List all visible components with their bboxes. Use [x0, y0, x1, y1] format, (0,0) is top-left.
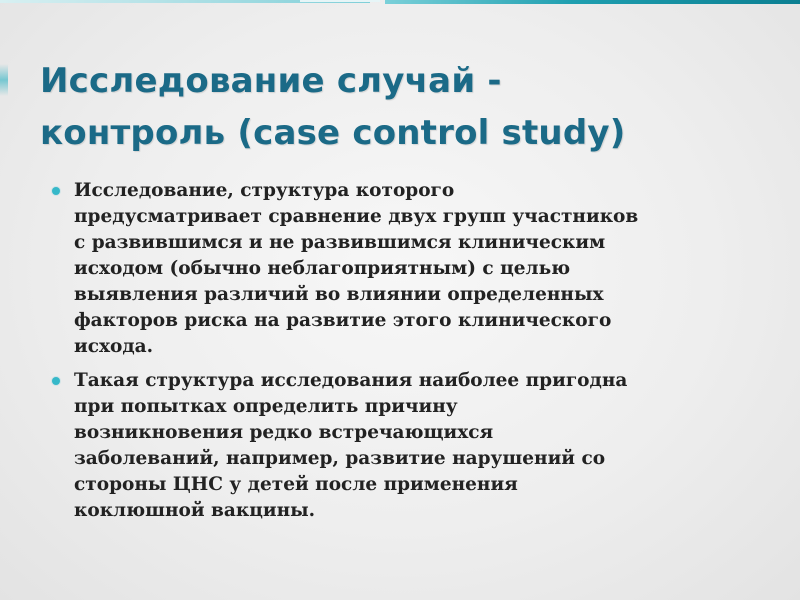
bullet-2-line-1: Такая структура исследования наиболее пригодна [74, 370, 628, 391]
slide-title-line-1: Исследование случай - [40, 61, 502, 101]
bullet-item-2 [52, 368, 752, 524]
bullet-text-2 [74, 368, 752, 524]
slide-content [52, 178, 752, 532]
bullet-1-line-6: факторов риска на развитие этого клинического [74, 310, 612, 331]
bullet-text-1 [74, 178, 752, 360]
bullet-1-line-5: выявления различий во влиянии определенных [74, 284, 604, 305]
bullet-2-line-6: коклюшной вакцины. [74, 500, 316, 521]
top-band-pale-segment [300, 0, 380, 2]
slide-title-line-2: контроль (case control study) [40, 113, 626, 153]
left-accent-decoration [0, 64, 8, 96]
bullet-1-line-4: исходом (обычно неблагоприятным) с целью [74, 258, 571, 279]
bullet-2-line-3: возникновения редко встречающихся [74, 422, 494, 443]
bullet-dot-icon [52, 377, 60, 385]
bullet-dot-icon [52, 187, 60, 195]
top-band-dark-segment [385, 0, 800, 4]
bullet-2-line-4: заболеваний, например, развитие нарушений со [74, 448, 606, 469]
bullet-1-line-7: исхода. [74, 336, 154, 357]
bullet-2-line-5: стороны ЦНС у детей после применения [74, 474, 518, 495]
slide-title [40, 55, 760, 159]
bullet-1-line-1: Исследование, структура которого [74, 180, 455, 201]
bullet-1-line-3: с развившимся и не развившимся клиническим [74, 232, 606, 253]
top-decorative-band [0, 0, 800, 6]
bullet-2-line-2: при попытках определить причину [74, 396, 458, 417]
bullet-1-line-2: предусматривает сравнение двух групп участников [74, 206, 639, 227]
bullet-item-1 [52, 178, 752, 360]
